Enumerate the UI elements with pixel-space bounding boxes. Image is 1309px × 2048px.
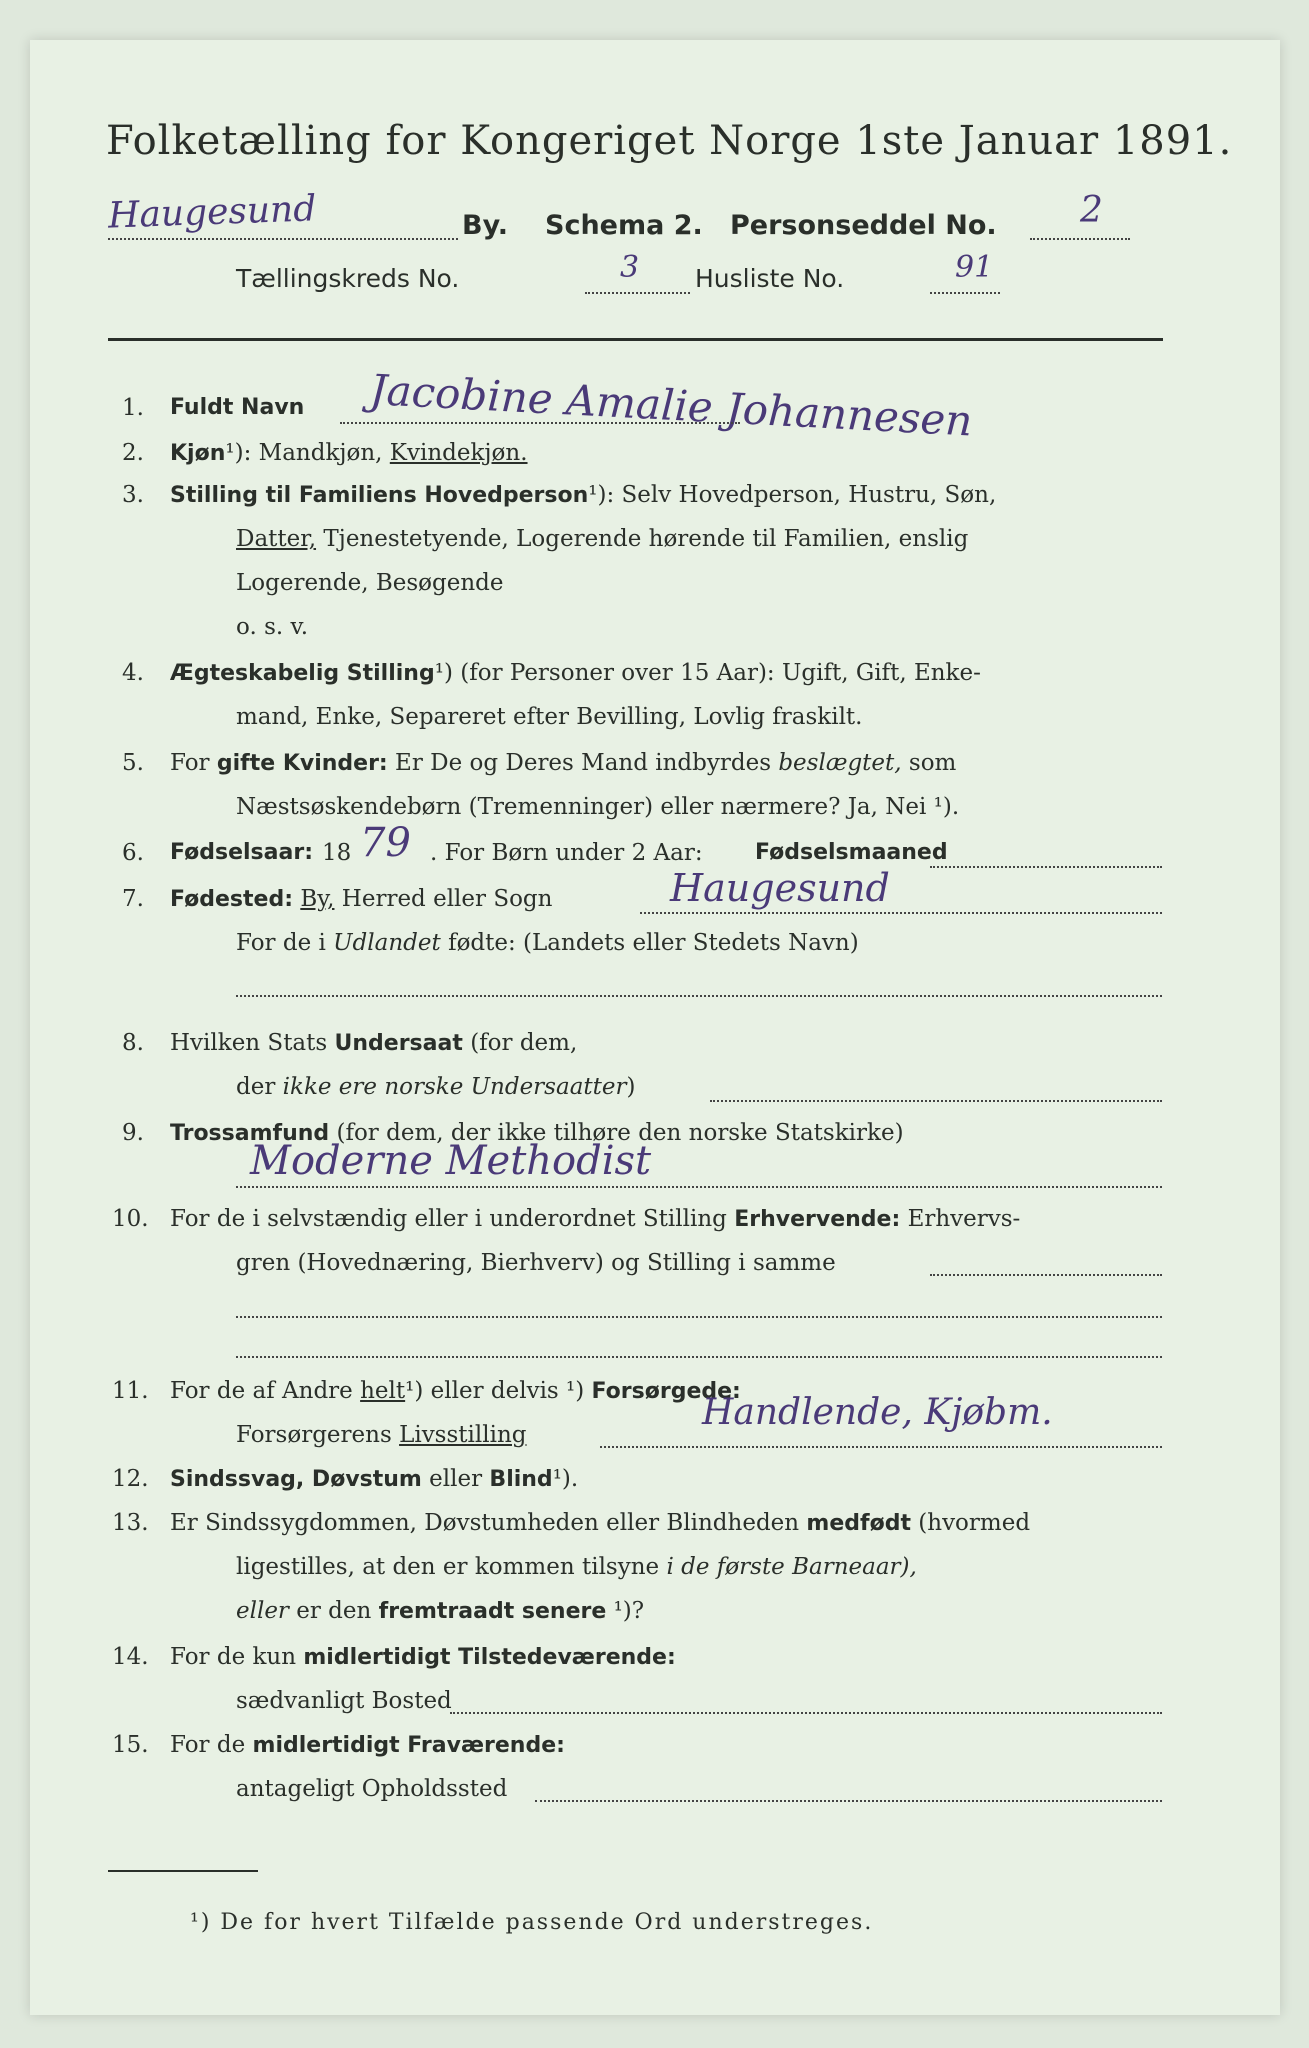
q8-line1-a: Hvilken Stats (170, 1030, 328, 1056)
q13-line2-a: ligestilles, at den er kommen tilsyne (236, 1554, 660, 1580)
husliste-label: Husliste No. (695, 264, 845, 293)
q4-number: 4. (122, 660, 144, 686)
q13-fremtraadt: fremtraadt senere (378, 1599, 607, 1624)
q14-line1-a: For de kun (170, 1644, 297, 1670)
q3-number: 3. (122, 482, 144, 508)
q11-dotted-line (600, 1446, 1162, 1448)
taellingskreds-label: Tællingskreds No. (236, 264, 460, 293)
q7-dotted-line (640, 912, 1162, 914)
q7-line1 (170, 886, 552, 912)
q3-datter: Datter, (236, 526, 317, 552)
q1-label: Fuldt Navn (170, 395, 305, 420)
q11-line1-a: For de af Andre (170, 1378, 353, 1404)
q3-line3: Logerende, Besøgende (236, 570, 504, 596)
q9-number: 9. (122, 1120, 144, 1146)
q8-undersaat: Undersaat (334, 1031, 463, 1056)
q12-line (170, 1466, 578, 1492)
q11-number: 11. (112, 1378, 149, 1404)
q4-line1-rest: ¹) (for Personer over 15 Aar): Ugift, Gift, Enke- (434, 660, 981, 686)
q9-rest: (for dem, der ikke tilhøre den norske Statskirke) (336, 1120, 904, 1146)
q12-number: 12. (112, 1466, 149, 1492)
q2-kvindekjon: Kvindekjøn. (389, 440, 528, 466)
q14-line1 (170, 1644, 676, 1670)
q8-line1-b: (for dem, (470, 1030, 578, 1056)
q8-dotted-line (710, 1100, 1162, 1102)
q13-eller: eller (236, 1598, 289, 1624)
city-handwritten: Haugesund (107, 188, 317, 237)
q1-number: 1. (122, 395, 144, 421)
footnote-rule (108, 1870, 258, 1872)
q2-mandkjon: Mandkjøn, (258, 440, 383, 466)
by-label: By. (462, 210, 508, 241)
form-title: Folketælling for Kongeriget Norge 1ste Januar 1891. (106, 118, 1233, 164)
q13-line3-b: ¹)? (613, 1598, 645, 1624)
personseddel-label: Personseddel No. (730, 210, 997, 241)
q6-mid: . For Børn under 2 Aar: (430, 840, 703, 866)
q13-line3-a: er den (296, 1598, 372, 1624)
q13-barneaar: i de første Barneaar), (666, 1554, 917, 1580)
personseddel-dotted-line (1030, 238, 1130, 240)
q6-label: Fødselsaar: (170, 840, 313, 865)
husliste-dotted-line (930, 292, 1000, 294)
q7-line2-a: For de i (236, 930, 326, 956)
q11-forsorgede: Forsørgede: (591, 1379, 741, 1404)
q13-line1 (170, 1510, 1030, 1536)
q13-medfodt: medfødt (806, 1511, 911, 1536)
header-rule (108, 338, 1163, 341)
q7-rest: Herred eller Sogn (341, 886, 553, 912)
q10-line2: gren (Hovednæring, Bierhverv) og Stilling i samme (236, 1250, 836, 1276)
q9-answer: Moderne Methodist (250, 1138, 652, 1184)
q14-number: 14. (112, 1644, 149, 1670)
q1-answer-name: Jacobine Amalie Johannesen (368, 365, 974, 446)
q12-end: ¹). (552, 1466, 579, 1492)
q10-dotted-line-3 (236, 1356, 1162, 1358)
q3-line1-rest: Selv Hovedperson, Hustru, Søn, (621, 482, 997, 508)
q7-extra-dotted-line (236, 995, 1162, 997)
q12-eller: eller (429, 1466, 483, 1492)
q12-blind: Blind (489, 1467, 553, 1492)
q7-udlandet: Udlandet (333, 930, 441, 956)
q10-line1-a: For de i selvstændig eller i underordnet Stilling (170, 1206, 727, 1232)
q15-line1 (170, 1732, 565, 1758)
q2-line (170, 440, 528, 466)
q14-dotted-line (450, 1712, 1162, 1714)
q5-beslaegtet: beslægtet, (778, 750, 902, 776)
q10-line1 (170, 1206, 1020, 1232)
q3-sup: ¹): (588, 482, 615, 508)
q5-line1-rest: Er De og Deres Mand indbyrdes (395, 750, 772, 776)
q5-line2: Næstsøskendebørn (Tremenninger) eller nærmere? Ja, Nei ¹). (236, 794, 960, 820)
q11-answer: Handlende, Kjøbm. (702, 1392, 1053, 1433)
q13-number: 13. (112, 1510, 149, 1536)
q11-line1-b: ¹) eller delvis ¹) (405, 1378, 585, 1404)
q6-number: 6. (122, 840, 144, 866)
q5-prefix: For (170, 750, 210, 776)
city-dotted-line (108, 238, 458, 240)
q3-label: Stilling til Familiens Hovedperson (170, 483, 589, 508)
q8-number: 8. (122, 1030, 144, 1056)
q3-line4: o. s. v. (236, 614, 309, 640)
q11-forsorgerens: Forsørgerens (236, 1422, 392, 1448)
q6-dotted-line (930, 866, 1162, 868)
q10-dotted-line-2 (236, 1316, 1162, 1318)
q7-number: 7. (122, 886, 144, 912)
q7-label: Fødested: (170, 887, 293, 912)
q14-line2: sædvanligt Bosted (236, 1688, 452, 1714)
q4-label: Ægteskabelig Stilling (170, 661, 435, 686)
q4-line2: mand, Enke, Separeret efter Bevilling, Lovlig fraskilt. (236, 704, 863, 730)
husliste-value: 91 (955, 250, 994, 285)
q6-year-prefix: 18 (322, 840, 352, 866)
q13-line2 (236, 1554, 917, 1580)
q1-dotted-line (340, 422, 740, 424)
personseddel-value: 2 (1080, 190, 1103, 231)
q5-label: gifte Kvinder: (216, 751, 388, 776)
q15-dotted-line (535, 1800, 1162, 1802)
q3-line1 (170, 482, 996, 508)
q5-number: 5. (122, 750, 144, 776)
q15-number: 15. (112, 1732, 149, 1758)
taellingskreds-value: 3 (620, 250, 640, 285)
q13-line1-a: Er Sindssygdommen, Døvstumheden eller Blindheden (170, 1510, 800, 1536)
q3-line2 (236, 526, 968, 552)
schema-label: Schema 2. (545, 210, 703, 241)
q9-label: Trossamfund (170, 1121, 330, 1146)
q10-number: 10. (112, 1206, 149, 1232)
q4-line1 (170, 660, 981, 686)
q15-line1-a: For de (170, 1732, 246, 1758)
q8-der: der (236, 1074, 276, 1100)
q11-line2 (236, 1422, 527, 1448)
q7-by: By, (300, 886, 335, 912)
q10-erhvervende: Erhvervende: (734, 1207, 901, 1232)
q5-line1 (170, 750, 956, 776)
q5-line1-end: som (908, 750, 957, 776)
q9-dotted-line (236, 1186, 1162, 1188)
q8-line1 (170, 1030, 577, 1056)
q14-tilstedevaerende: midlertidigt Tilstedeværende: (303, 1645, 676, 1670)
q6-year-value: 79 (360, 820, 411, 866)
q2-number: 2. (122, 440, 144, 466)
q15-fravaerende: midlertidigt Fraværende: (252, 1733, 565, 1758)
q8-ikke-norske: ikke ere norske Undersaatter (282, 1074, 627, 1100)
q10-line1-b: Erhvervs- (907, 1206, 1021, 1232)
q7-line2 (236, 930, 859, 956)
q6-label2: Fødselsmaaned (755, 840, 948, 865)
q10-dotted-line (930, 1274, 1162, 1276)
q3-line2-rest: Tjenestetyende, Logerende hørende til Familien, enslig (323, 526, 969, 552)
q13-line1-b: (hvormed (918, 1510, 1031, 1536)
q2-sup: ¹): (225, 440, 252, 466)
q12-label: Sindssvag, Døvstum (170, 1467, 422, 1492)
q8-line2: der ikke ere norske Undersaatter) (236, 1074, 636, 1100)
census-form (30, 40, 1280, 2015)
q11-livsstilling: Livsstilling (399, 1422, 527, 1448)
q7-line2-b: fødte: (Landets eller Stedets Navn) (448, 930, 859, 956)
footnote: ¹) De for hvert Tilfælde passende Ord understreges. (190, 1910, 874, 1935)
q11-helt: helt (360, 1378, 406, 1404)
q2-label: Kjøn (170, 441, 226, 466)
taellingskreds-dotted-line (585, 292, 690, 294)
q15-line2: antageligt Opholdssted (236, 1776, 508, 1802)
q7-answer: Haugesund (670, 866, 890, 910)
q11-line1 (170, 1378, 741, 1404)
q13-line3 (236, 1598, 644, 1624)
